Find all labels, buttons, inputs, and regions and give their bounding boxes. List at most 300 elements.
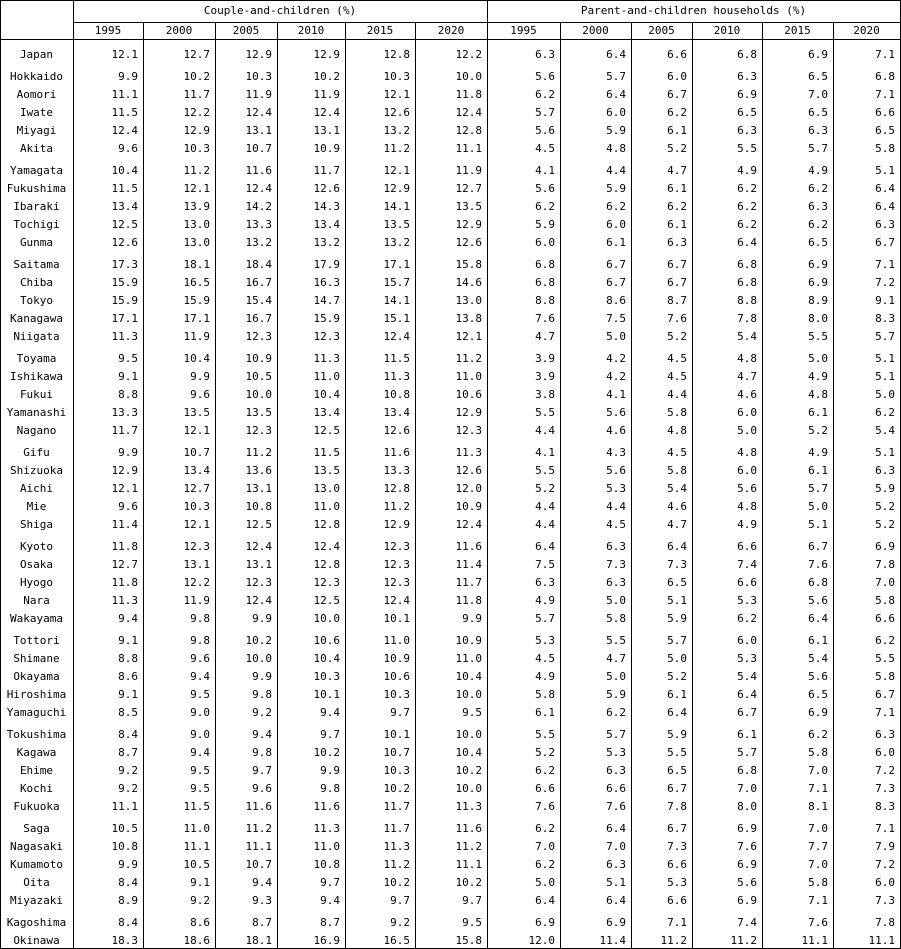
grid-hline	[0, 39, 901, 40]
couple-value: 10.4	[313, 652, 340, 665]
couple-value: 10.3	[383, 70, 410, 83]
parent-value: 6.7	[667, 276, 687, 289]
parent-value: 6.6	[606, 782, 626, 795]
parent-value: 6.3	[606, 540, 626, 553]
parent-value: 7.8	[875, 558, 895, 571]
couple-value: 11.3	[383, 840, 410, 853]
couple-value: 18.3	[111, 934, 138, 947]
parent-value: 5.3	[535, 634, 555, 647]
couple-value: 9.5	[462, 706, 482, 719]
parent-value: 7.1	[875, 88, 895, 101]
couple-value: 11.2	[383, 858, 410, 871]
couple-value: 11.3	[313, 822, 340, 835]
parent-value: 6.5	[808, 688, 828, 701]
prefecture-label: Saitama	[13, 258, 60, 271]
couple-value: 15.8	[455, 258, 482, 271]
couple-value: 11.7	[111, 424, 138, 437]
couple-value: 9.4	[190, 670, 210, 683]
parent-value: 6.9	[808, 276, 828, 289]
parent-value: 4.7	[535, 330, 555, 343]
couple-value: 10.4	[111, 164, 138, 177]
parent-value: 6.3	[875, 218, 895, 231]
couple-value: 9.5	[190, 764, 210, 777]
parent-value: 6.8	[535, 258, 555, 271]
couple-value: 9.5	[462, 916, 482, 929]
couple-value: 17.3	[111, 258, 138, 271]
parent-value: 6.2	[875, 406, 895, 419]
parent-value: 6.9	[808, 258, 828, 271]
parent-value: 5.6	[606, 464, 626, 477]
prefecture-label: Shizuoka	[10, 464, 63, 477]
couple-value: 10.3	[383, 764, 410, 777]
parent-value: 6.5	[667, 576, 687, 589]
couple-value: 11.9	[313, 88, 340, 101]
parent-value: 7.9	[875, 840, 895, 853]
prefecture-label: Japan	[19, 48, 54, 61]
couple-value: 9.6	[190, 652, 210, 665]
parent-value: 7.2	[875, 764, 895, 777]
prefecture-label: Gunma	[19, 236, 54, 249]
prefecture-label: Fukushima	[6, 182, 67, 195]
parent-value: 5.8	[875, 670, 895, 683]
parent-value: 5.7	[737, 746, 757, 759]
couple-value: 11.0	[455, 652, 482, 665]
couple-value: 10.4	[455, 746, 482, 759]
parent-value: 5.0	[535, 876, 555, 889]
couple-value: 16.7	[245, 276, 272, 289]
parent-value: 4.6	[737, 388, 757, 401]
couple-value: 12.5	[245, 518, 272, 531]
parent-value: 7.3	[667, 840, 687, 853]
couple-value: 9.6	[190, 388, 210, 401]
parent-value: 7.6	[667, 312, 687, 325]
parent-value: 6.5	[808, 70, 828, 83]
parent-value: 6.0	[737, 464, 757, 477]
parent-value: 5.2	[535, 482, 555, 495]
couple-value: 10.8	[313, 858, 340, 871]
couple-value: 12.1	[111, 482, 138, 495]
parent-value: 6.4	[875, 200, 895, 213]
parent-value: 7.7	[808, 840, 828, 853]
parent-value: 6.3	[875, 464, 895, 477]
parent-value: 5.8	[606, 612, 626, 625]
parent-value: 6.1	[667, 182, 687, 195]
couple-value: 12.8	[383, 482, 410, 495]
parent-value: 5.7	[535, 106, 555, 119]
year-header: 1995	[94, 24, 122, 37]
couple-value: 9.1	[118, 370, 138, 383]
couple-value: 10.6	[313, 634, 340, 647]
couple-value: 16.7	[245, 312, 272, 325]
couple-value: 11.1	[455, 858, 482, 871]
couple-value: 11.2	[383, 500, 410, 513]
couple-value: 9.9	[462, 612, 482, 625]
prefecture-label: Fukuoka	[13, 800, 60, 813]
couple-value: 10.9	[455, 634, 482, 647]
couple-value: 11.3	[455, 800, 482, 813]
parent-value: 6.2	[606, 200, 626, 213]
couple-value: 13.5	[245, 406, 272, 419]
parent-value: 7.8	[737, 312, 757, 325]
couple-value: 11.1	[111, 800, 138, 813]
couple-value: 9.8	[252, 688, 272, 701]
parent-value: 6.6	[667, 48, 687, 61]
couple-value: 11.0	[183, 822, 210, 835]
parent-value: 6.7	[606, 258, 626, 271]
parent-value: 6.6	[535, 782, 555, 795]
couple-value: 9.4	[190, 746, 210, 759]
parent-value: 11.1	[868, 934, 895, 947]
parent-value: 5.9	[875, 482, 895, 495]
couple-value: 8.8	[118, 652, 138, 665]
couple-value: 10.9	[455, 500, 482, 513]
couple-value: 12.1	[383, 88, 410, 101]
couple-value: 12.3	[245, 576, 272, 589]
year-header: 2020	[853, 24, 880, 37]
parent-value: 4.4	[606, 500, 626, 513]
parent-value: 3.9	[535, 352, 555, 365]
couple-value: 12.3	[455, 424, 482, 437]
couple-value: 13.4	[111, 200, 138, 213]
couple-value: 8.5	[118, 706, 138, 719]
parent-value: 4.8	[737, 500, 757, 513]
parent-value: 6.8	[808, 576, 828, 589]
couple-value: 12.5	[313, 594, 340, 607]
parent-value: 6.4	[535, 540, 555, 553]
couple-value: 10.1	[313, 688, 340, 701]
couple-value: 12.7	[183, 48, 210, 61]
couple-value: 8.9	[118, 894, 138, 907]
parent-value: 6.0	[535, 236, 555, 249]
couple-value: 11.6	[455, 540, 482, 553]
parent-value: 7.3	[875, 894, 895, 907]
parent-value: 8.8	[535, 294, 555, 307]
couple-value: 12.4	[313, 540, 340, 553]
year-header: 2010	[713, 24, 741, 37]
prefecture-label: Osaka	[19, 558, 54, 571]
couple-value: 10.4	[455, 670, 482, 683]
couple-value: 9.1	[118, 634, 138, 647]
parent-value: 6.8	[737, 276, 757, 289]
couple-value: 10.9	[313, 142, 340, 155]
parent-value: 4.5	[667, 352, 687, 365]
couple-value: 11.0	[313, 840, 340, 853]
couple-value: 12.3	[383, 540, 410, 553]
couple-value: 12.4	[245, 182, 272, 195]
couple-value: 12.6	[383, 106, 410, 119]
parent-value: 5.7	[667, 634, 687, 647]
parent-value: 6.9	[808, 48, 828, 61]
parent-value: 4.8	[808, 388, 828, 401]
parent-value: 6.1	[667, 218, 687, 231]
couple-value: 9.2	[118, 782, 138, 795]
couple-value: 14.6	[455, 276, 482, 289]
parent-value: 5.6	[737, 482, 757, 495]
couple-value: 13.9	[183, 200, 210, 213]
parent-value: 6.4	[667, 540, 687, 553]
couple-value: 9.5	[190, 688, 210, 701]
couple-value: 11.1	[245, 840, 272, 853]
group-header-parent: Parent-and-children households (%)	[580, 4, 807, 17]
prefecture-label: Akita	[19, 142, 54, 155]
couple-value: 9.8	[320, 782, 340, 795]
parent-value: 5.1	[875, 352, 895, 365]
couple-value: 11.2	[183, 164, 210, 177]
parent-value: 6.7	[667, 258, 687, 271]
parent-value: 7.1	[875, 706, 895, 719]
couple-value: 14.7	[313, 294, 340, 307]
couple-value: 9.7	[390, 706, 410, 719]
parent-value: 4.9	[808, 446, 828, 459]
parent-value: 5.6	[535, 124, 555, 137]
parent-value: 8.9	[808, 294, 828, 307]
parent-value: 7.1	[808, 782, 828, 795]
parent-value: 11.2	[730, 934, 757, 947]
couple-value: 9.5	[118, 352, 138, 365]
couple-value: 12.1	[183, 518, 210, 531]
couple-value: 11.5	[111, 182, 138, 195]
couple-value: 11.0	[455, 370, 482, 383]
couple-value: 9.9	[252, 670, 272, 683]
parent-value: 6.2	[808, 182, 828, 195]
parent-value: 5.3	[606, 482, 626, 495]
parent-value: 6.3	[606, 764, 626, 777]
prefecture-label: Yamaguchi	[6, 706, 67, 719]
couple-value: 11.6	[313, 800, 340, 813]
couple-value: 12.9	[383, 518, 410, 531]
parent-value: 7.0	[737, 782, 757, 795]
parent-value: 4.5	[535, 142, 555, 155]
parent-value: 4.5	[667, 370, 687, 383]
parent-value: 6.2	[667, 200, 687, 213]
couple-value: 12.0	[455, 482, 482, 495]
couple-value: 11.2	[245, 446, 272, 459]
couple-value: 18.6	[183, 934, 210, 947]
couple-value: 8.7	[252, 916, 272, 929]
couple-value: 12.7	[183, 482, 210, 495]
parent-value: 6.2	[535, 822, 555, 835]
parent-value: 5.2	[875, 518, 895, 531]
couple-value: 13.1	[183, 558, 210, 571]
parent-value: 7.1	[808, 894, 828, 907]
parent-value: 6.7	[667, 822, 687, 835]
parent-value: 4.7	[667, 164, 687, 177]
parent-value: 6.7	[875, 236, 895, 249]
couple-value: 10.1	[383, 612, 410, 625]
couple-value: 13.3	[245, 218, 272, 231]
couple-value: 11.2	[383, 142, 410, 155]
parent-value: 6.7	[737, 706, 757, 719]
couple-value: 9.8	[190, 612, 210, 625]
couple-value: 12.9	[455, 218, 482, 231]
parent-value: 11.4	[599, 934, 626, 947]
parent-value: 6.9	[737, 88, 757, 101]
parent-value: 6.2	[875, 634, 895, 647]
parent-value: 6.7	[667, 782, 687, 795]
couple-value: 9.6	[118, 142, 138, 155]
parent-value: 7.1	[667, 916, 687, 929]
parent-value: 7.6	[808, 558, 828, 571]
parent-value: 7.5	[606, 312, 626, 325]
couple-value: 12.6	[111, 236, 138, 249]
couple-value: 12.4	[455, 106, 482, 119]
parent-value: 4.2	[606, 352, 626, 365]
couple-value: 12.4	[111, 124, 138, 137]
couple-value: 9.5	[190, 782, 210, 795]
parent-value: 9.1	[875, 294, 895, 307]
prefecture-label: Hyogo	[19, 576, 54, 589]
couple-value: 12.3	[313, 330, 340, 343]
parent-value: 5.1	[606, 876, 626, 889]
parent-value: 7.3	[606, 558, 626, 571]
couple-value: 10.3	[245, 70, 272, 83]
parent-value: 7.1	[875, 822, 895, 835]
couple-value: 11.7	[183, 88, 210, 101]
couple-value: 10.0	[313, 612, 340, 625]
couple-value: 12.4	[245, 594, 272, 607]
prefecture-label: Kagoshima	[6, 916, 67, 929]
parent-value: 4.4	[535, 500, 555, 513]
parent-value: 6.7	[606, 276, 626, 289]
couple-value: 10.2	[455, 876, 482, 889]
couple-value: 13.5	[313, 464, 340, 477]
parent-value: 5.6	[737, 876, 757, 889]
couple-value: 12.1	[183, 182, 210, 195]
couple-value: 14.1	[383, 200, 410, 213]
couple-value: 11.2	[245, 822, 272, 835]
couple-value: 9.7	[320, 728, 340, 741]
couple-value: 12.2	[183, 576, 210, 589]
couple-value: 14.2	[245, 200, 272, 213]
parent-value: 5.6	[606, 406, 626, 419]
couple-value: 12.7	[111, 558, 138, 571]
couple-value: 10.2	[383, 782, 410, 795]
parent-value: 7.0	[808, 764, 828, 777]
couple-value: 11.6	[455, 822, 482, 835]
couple-value: 11.6	[383, 446, 410, 459]
couple-value: 10.3	[183, 142, 210, 155]
parent-value: 7.6	[606, 800, 626, 813]
couple-value: 17.1	[111, 312, 138, 325]
parent-value: 6.2	[737, 200, 757, 213]
parent-value: 7.8	[875, 916, 895, 929]
couple-value: 12.6	[383, 424, 410, 437]
prefecture-label: Okinawa	[13, 934, 60, 947]
prefecture-label: Hiroshima	[6, 688, 67, 701]
parent-value: 4.9	[535, 594, 555, 607]
year-header: 2000	[165, 24, 193, 37]
couple-value: 13.1	[245, 558, 272, 571]
couple-value: 11.8	[455, 594, 482, 607]
couple-value: 12.3	[383, 576, 410, 589]
prefecture-label: Okayama	[13, 670, 60, 683]
parent-value: 8.7	[667, 294, 687, 307]
couple-value: 10.2	[245, 634, 272, 647]
parent-value: 6.1	[606, 236, 626, 249]
couple-value: 16.3	[313, 276, 340, 289]
couple-value: 9.1	[190, 876, 210, 889]
parent-value: 6.4	[737, 688, 757, 701]
parent-value: 6.5	[737, 106, 757, 119]
couple-value: 10.7	[383, 746, 410, 759]
parent-value: 6.4	[808, 612, 828, 625]
couple-value: 12.8	[455, 124, 482, 137]
couple-value: 11.7	[455, 576, 482, 589]
grid-hline	[73, 22, 901, 23]
couple-value: 12.9	[111, 464, 138, 477]
parent-value: 5.6	[535, 182, 555, 195]
prefecture-label: Ehime	[19, 764, 54, 777]
parent-value: 4.2	[606, 370, 626, 383]
parent-value: 5.8	[875, 594, 895, 607]
parent-value: 5.4	[667, 482, 687, 495]
parent-value: 4.4	[535, 424, 555, 437]
parent-value: 5.7	[535, 612, 555, 625]
parent-value: 5.2	[667, 142, 687, 155]
parent-value: 7.6	[535, 312, 555, 325]
parent-value: 7.2	[875, 858, 895, 871]
prefecture-label: Mie	[26, 500, 47, 513]
couple-value: 10.0	[245, 388, 272, 401]
prefecture-label: Aichi	[19, 482, 54, 495]
prefecture-label: Miyazaki	[10, 894, 63, 907]
couple-value: 10.7	[183, 446, 210, 459]
couple-value: 13.1	[313, 124, 340, 137]
parent-value: 5.8	[667, 464, 687, 477]
parent-value: 4.6	[606, 424, 626, 437]
prefecture-label: Shiga	[19, 518, 54, 531]
couple-value: 9.7	[320, 876, 340, 889]
parent-value: 4.4	[667, 388, 687, 401]
couple-value: 10.4	[183, 352, 210, 365]
parent-value: 6.7	[808, 540, 828, 553]
parent-value: 5.9	[667, 612, 687, 625]
parent-value: 4.1	[535, 446, 555, 459]
couple-value: 17.1	[183, 312, 210, 325]
prefecture-label: Kagawa	[16, 746, 57, 759]
couple-value: 11.0	[383, 634, 410, 647]
couple-value: 10.7	[245, 858, 272, 871]
parent-value: 4.5	[667, 446, 687, 459]
parent-value: 7.0	[606, 840, 626, 853]
couple-value: 16.9	[313, 934, 340, 947]
prefecture-label: Shimane	[13, 652, 60, 665]
parent-value: 5.7	[808, 142, 828, 155]
parent-value: 6.2	[535, 200, 555, 213]
prefecture-label: Iwate	[19, 106, 54, 119]
parent-value: 5.3	[606, 746, 626, 759]
parent-value: 5.8	[535, 688, 555, 701]
parent-value: 6.0	[667, 70, 687, 83]
parent-value: 4.9	[737, 164, 757, 177]
prefecture-label: Miyagi	[16, 124, 57, 137]
couple-value: 11.4	[111, 518, 138, 531]
couple-value: 12.8	[313, 558, 340, 571]
couple-value: 10.5	[245, 370, 272, 383]
parent-value: 5.2	[808, 424, 828, 437]
couple-value: 10.6	[455, 388, 482, 401]
year-header: 2010	[297, 24, 325, 37]
parent-value: 4.7	[606, 652, 626, 665]
parent-value: 5.4	[875, 424, 895, 437]
parent-value: 6.8	[875, 70, 895, 83]
parent-value: 6.9	[535, 916, 555, 929]
parent-value: 6.3	[667, 236, 687, 249]
parent-value: 6.4	[606, 48, 626, 61]
couple-value: 12.6	[313, 182, 340, 195]
parent-value: 7.3	[667, 558, 687, 571]
year-header: 2015	[784, 24, 811, 37]
